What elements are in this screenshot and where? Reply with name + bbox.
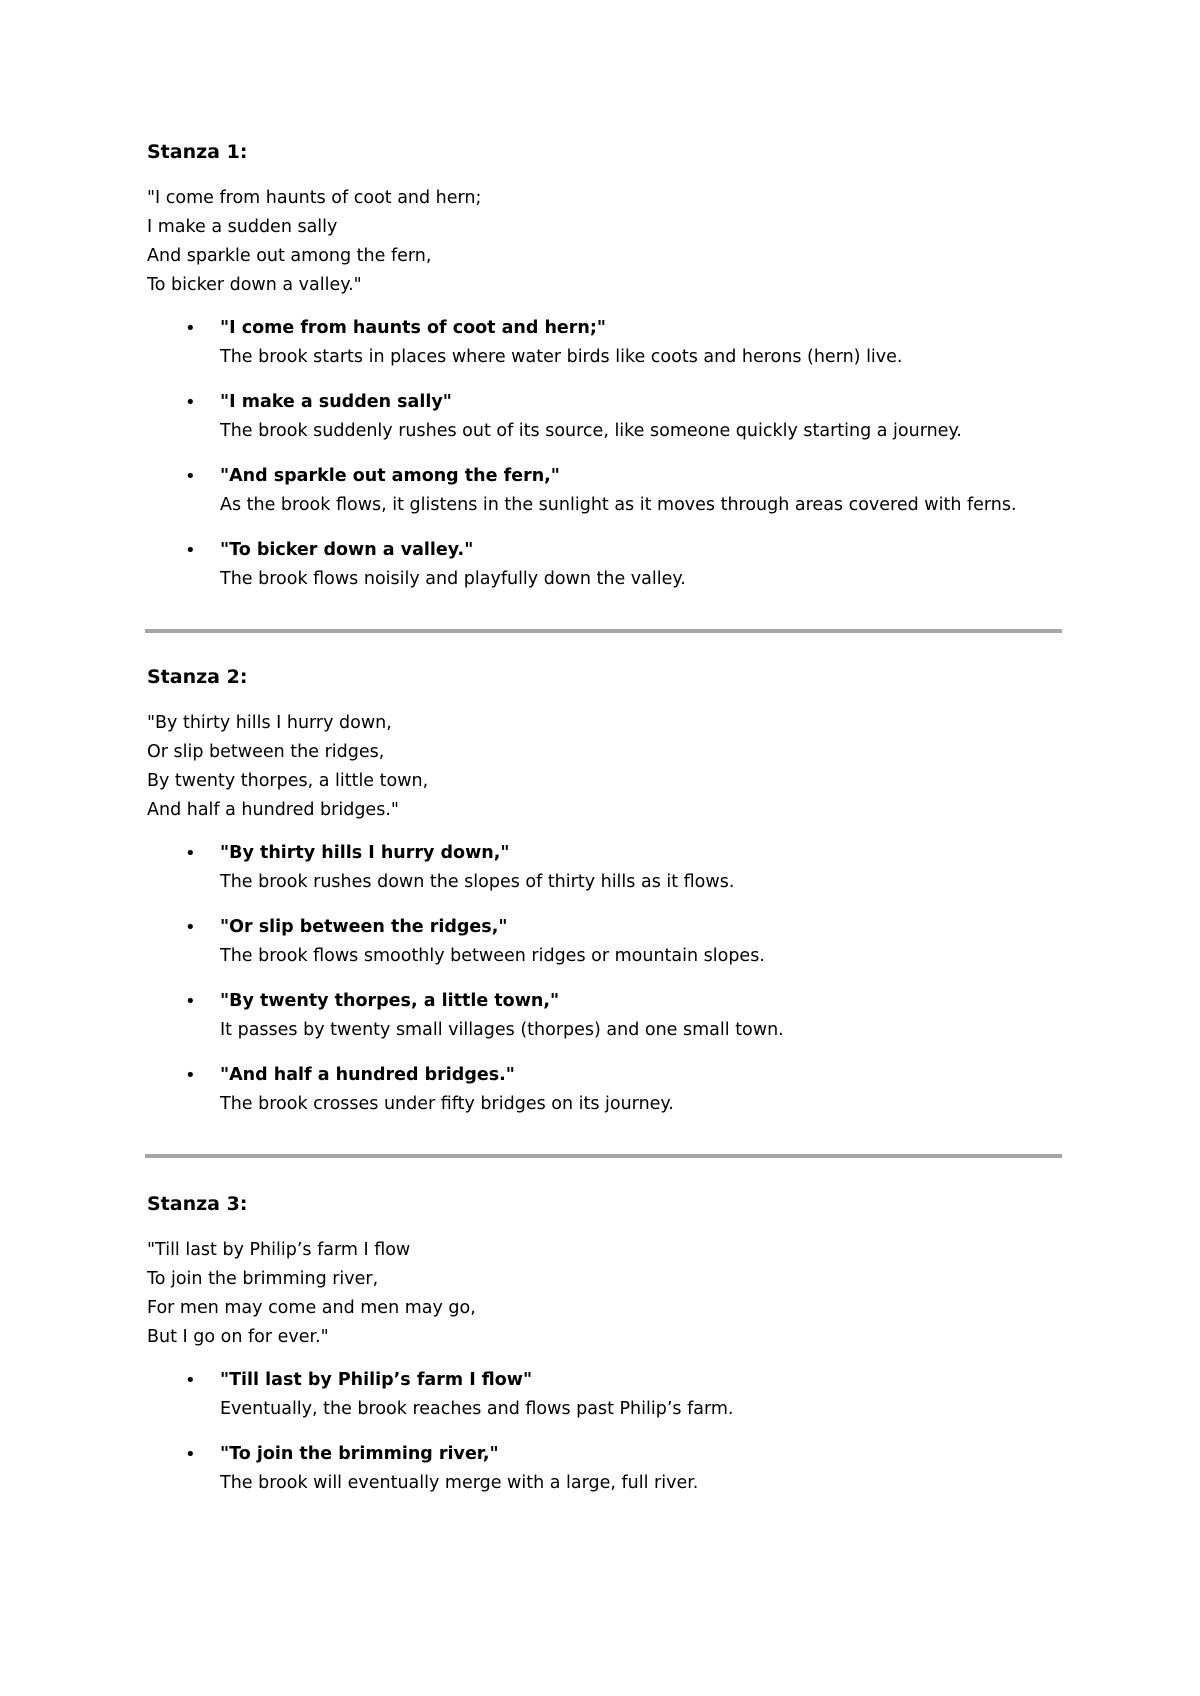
quoted-line: "Till last by Philip’s farm I flow" <box>220 1370 533 1390</box>
quoted-line: "And sparkle out among the fern," <box>220 466 560 486</box>
explanation-text: The brook will eventually merge with a large, full river. <box>220 1473 699 1493</box>
stanza-1 <box>147 140 1067 610</box>
verse-line: "Till last by Philip’s farm I flow <box>147 1240 411 1260</box>
quoted-line: "To join the brimming river," <box>220 1444 499 1464</box>
verse-block <box>147 709 1067 825</box>
bullet-icon: • <box>185 1370 196 1391</box>
bullet-icon: • <box>185 540 196 561</box>
verse-line: "By thirty hills I hurry down, <box>147 713 392 733</box>
explanation-text: As the brook flows, it glistens in the sunlight as it moves through areas covered with ferns. <box>220 495 1017 515</box>
explanation-item <box>147 913 1067 971</box>
bullet-icon: • <box>185 991 196 1012</box>
quoted-line: "To bicker down a valley." <box>220 540 474 560</box>
explanation-list <box>147 839 1067 1119</box>
verse-line: And half a hundred bridges." <box>147 800 399 820</box>
verse-line: By twenty thorpes, a little town, <box>147 771 429 791</box>
verse-line: "I come from haunts of coot and hern; <box>147 188 482 208</box>
quoted-line: "By thirty hills I hurry down," <box>220 843 510 863</box>
stanza-title: Stanza 3: <box>147 1193 248 1215</box>
stanza-title: Stanza 2: <box>147 666 248 688</box>
stanza-title: Stanza 1: <box>147 141 248 163</box>
verse-line: To bicker down a valley." <box>147 275 362 295</box>
verse-line: To join the brimming river, <box>147 1269 379 1289</box>
quoted-line: "I make a sudden sally" <box>220 392 452 412</box>
verse-line: And sparkle out among the fern, <box>147 246 432 266</box>
section-divider <box>145 1154 1062 1158</box>
verse-line: I make a sudden sally <box>147 217 338 237</box>
explanation-item <box>147 314 1067 372</box>
verse-line: For men may come and men may go, <box>147 1298 476 1318</box>
explanation-text: The brook suddenly rushes out of its source, like someone quickly starting a journey. <box>220 421 962 441</box>
explanation-list <box>147 314 1067 594</box>
explanation-item <box>147 839 1067 897</box>
verse-block <box>147 184 1067 300</box>
explanation-text: The brook flows noisily and playfully down the valley. <box>220 569 686 589</box>
verse-line: Or slip between the ridges, <box>147 742 385 762</box>
explanation-item <box>147 536 1067 594</box>
quoted-line: "By twenty thorpes, a little town," <box>220 991 560 1011</box>
explanation-item <box>147 1366 1067 1424</box>
bullet-icon: • <box>185 843 196 864</box>
explanation-text: Eventually, the brook reaches and flows past Philip’s farm. <box>220 1399 734 1419</box>
bullet-icon: • <box>185 917 196 938</box>
quoted-line: "Or slip between the ridges," <box>220 917 508 937</box>
verse-line: But I go on for ever." <box>147 1327 329 1347</box>
stanza-3 <box>147 1192 1067 1514</box>
explanation-text: The brook flows smoothly between ridges or mountain slopes. <box>220 946 765 966</box>
quoted-line: "I come from haunts of coot and hern;" <box>220 318 606 338</box>
bullet-icon: • <box>185 466 196 487</box>
explanation-text: It passes by twenty small villages (thorpes) and one small town. <box>220 1020 784 1040</box>
explanation-item <box>147 987 1067 1045</box>
bullet-icon: • <box>185 392 196 413</box>
explanation-item <box>147 1440 1067 1498</box>
explanation-text: The brook starts in places where water birds like coots and herons (hern) live. <box>220 347 903 367</box>
section-divider <box>145 629 1062 633</box>
explanation-text: The brook crosses under fifty bridges on its journey. <box>220 1094 674 1114</box>
bullet-icon: • <box>185 1065 196 1086</box>
bullet-icon: • <box>185 318 196 339</box>
explanation-item <box>147 462 1067 520</box>
explanation-item <box>147 1061 1067 1119</box>
verse-block <box>147 1236 1067 1352</box>
explanation-item <box>147 388 1067 446</box>
bullet-icon: • <box>185 1444 196 1465</box>
quoted-line: "And half a hundred bridges." <box>220 1065 515 1085</box>
explanation-list <box>147 1366 1067 1498</box>
explanation-text: The brook rushes down the slopes of thirty hills as it flows. <box>220 872 735 892</box>
stanza-2 <box>147 665 1067 1135</box>
